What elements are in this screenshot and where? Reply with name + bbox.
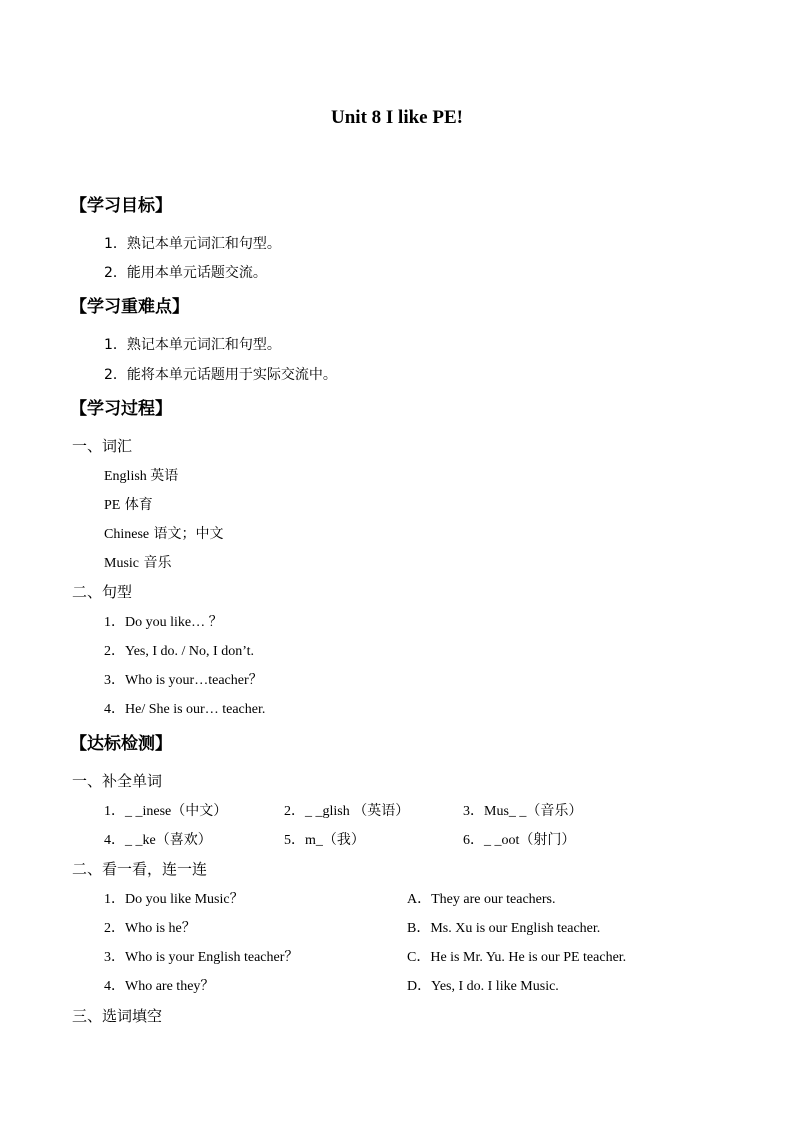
page-title: Unit 8 I like PE! — [331, 107, 463, 128]
objective-item: 2．能用本单元话题交流。 — [104, 265, 267, 281]
test-heading: 【达标检测】 — [70, 734, 172, 754]
process-heading: 【学习过程】 — [70, 399, 172, 419]
match-question: 2．Who is he？ — [104, 921, 196, 936]
objective-item: 1．熟记本单元词汇和句型。 — [104, 236, 281, 252]
match-question: 1．Do you like Music？ — [104, 892, 244, 907]
fill-item: 6．_ _oot（射门） — [463, 833, 576, 848]
key-point-item: 2．能将本单元话题用于实际交流中。 — [104, 367, 337, 383]
match-answer: B．Ms. Xu is our English teacher. — [407, 921, 601, 936]
match-section-title: 二、看一看，连一连 — [72, 860, 208, 878]
match-answer: A．They are our teachers. — [407, 892, 556, 907]
match-answer: D．Yes, I do. I like Music. — [407, 979, 559, 994]
key-points-heading: 【学习重难点】 — [70, 297, 189, 317]
fill-item: 5．m_（我） — [284, 833, 365, 848]
fill-item: 3．Mus_ _（音乐） — [463, 804, 583, 819]
sentence-item: 2．Yes, I do. / No, I don’t. — [104, 644, 254, 659]
match-answer: C．He is Mr. Yu. He is our PE teacher. — [407, 950, 627, 965]
objectives-heading: 【学习目标】 — [70, 196, 172, 216]
fill-item: 2．_ _glish （英语） — [284, 804, 410, 819]
choose-section-title: 三、选词填空 — [72, 1007, 163, 1025]
vocab-item: English 英语 — [104, 468, 179, 484]
fill-item: 1．_ _inese（中文） — [104, 804, 228, 819]
match-question: 4．Who are they？ — [104, 979, 215, 994]
vocab-section-title: 一、词汇 — [72, 437, 133, 455]
vocab-item: Chinese 语文；中文 — [104, 526, 224, 542]
key-point-item: 1．熟记本单元词汇和句型。 — [104, 337, 281, 353]
fill-section-title: 一、补全单词 — [72, 772, 163, 790]
sentence-section-title: 二、句型 — [72, 583, 133, 601]
vocab-item: Music 音乐 — [104, 555, 172, 571]
vocab-item: PE 体育 — [104, 497, 153, 513]
match-question: 3．Who is your English teacher？ — [104, 950, 299, 965]
fill-item: 4．_ _ke（喜欢） — [104, 833, 212, 848]
sentence-item: 4．He/ She is our… teacher. — [104, 702, 266, 717]
sentence-item: 3．Who is your…teacher？ — [104, 673, 263, 688]
sentence-item: 1．Do you like… ？ — [104, 615, 223, 630]
